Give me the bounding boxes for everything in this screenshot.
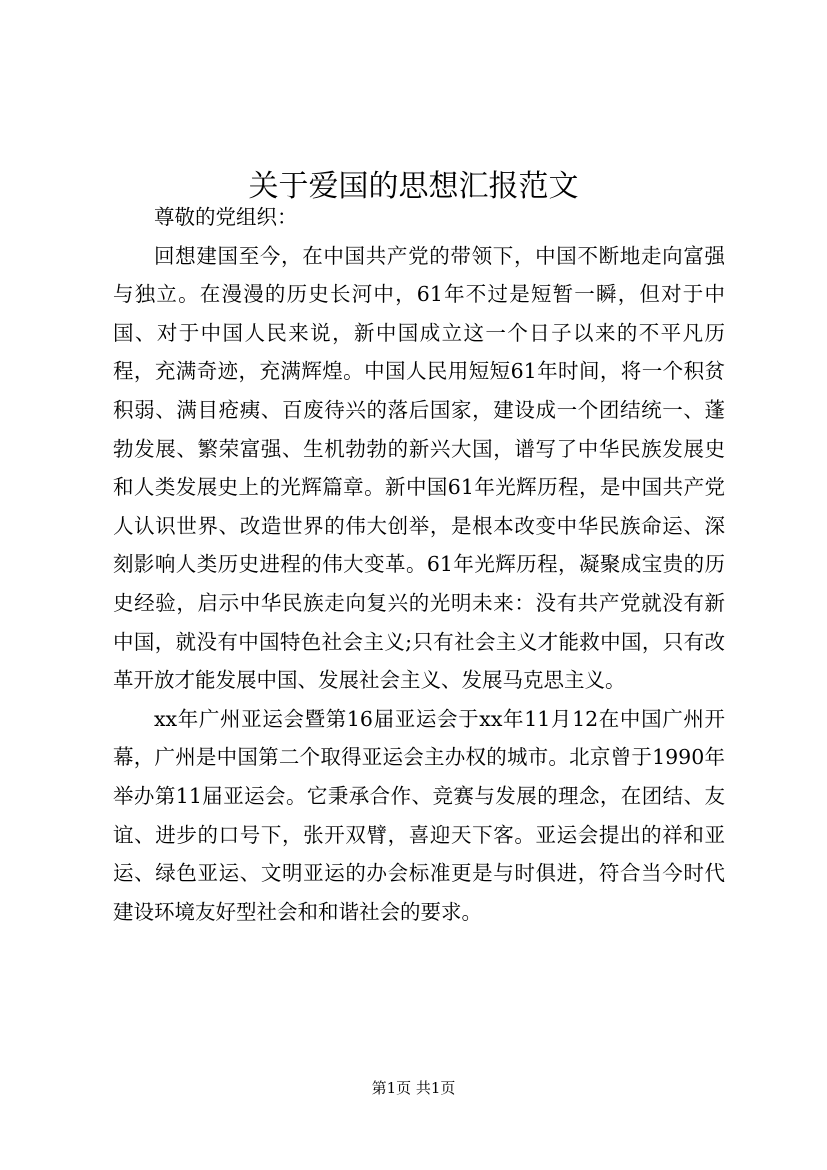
document-body <box>113 198 725 931</box>
page-footer: 第1页 共1页 <box>371 1079 456 1097</box>
salutation: 尊敬的党组织： <box>154 205 298 229</box>
paragraph-1: 回想建国至今，在中国共产党的带领下，中国不断地走向富强与独立。在漫漫的历史长河中，61年不过是短暂一瞬，但对于中国、对于中国人民来说，新中国成立这一个日子以来的不平凡历程，充满奇迹，充满辉煌。中国人民用短短61年时间，将一个积贫积弱、满目疮痍、百废待兴的落后国家，建设成一个团结统一、蓬勃发展、繁荣富强、生机勃勃的新兴大国，谱写了中华民族发展史和人类发展史上的光辉篇章。新中国61年光辉历程，是中国共产党人认识世界、改造世界的伟大创举，是根本改变中华民族命运、深刻影响人类历史进程的伟大变革。61年光辉历程，凝聚成宝贵的历史经验，启示中华民族走向复兴的光明未来：没有共产党就没有新中国，就没有中国特色社会主义;只有社会主义才能救中国，只有改革开放才能发展中国、发展社会主义、发展马克思主义。 <box>113 243 725 693</box>
paragraph-2: xx年广州亚运会暨第16届亚运会于xx年11月12在中国广州开幕，广州是中国第二个取得亚运会主办权的城市。北京曾于1990年举办第11届亚运会。它秉承合作、竞赛与发展的理念，在团结、友谊、进步的口号下，张开双臂，喜迎天下客。亚运会提出的祥和亚运、绿色亚运、文明亚运的办会标准更是与时俱进，符合当今时代建设环境友好型社会和和谐社会的要求。 <box>113 706 725 924</box>
document-title: 关于爱国的思想汇报范文 <box>248 169 579 205</box>
